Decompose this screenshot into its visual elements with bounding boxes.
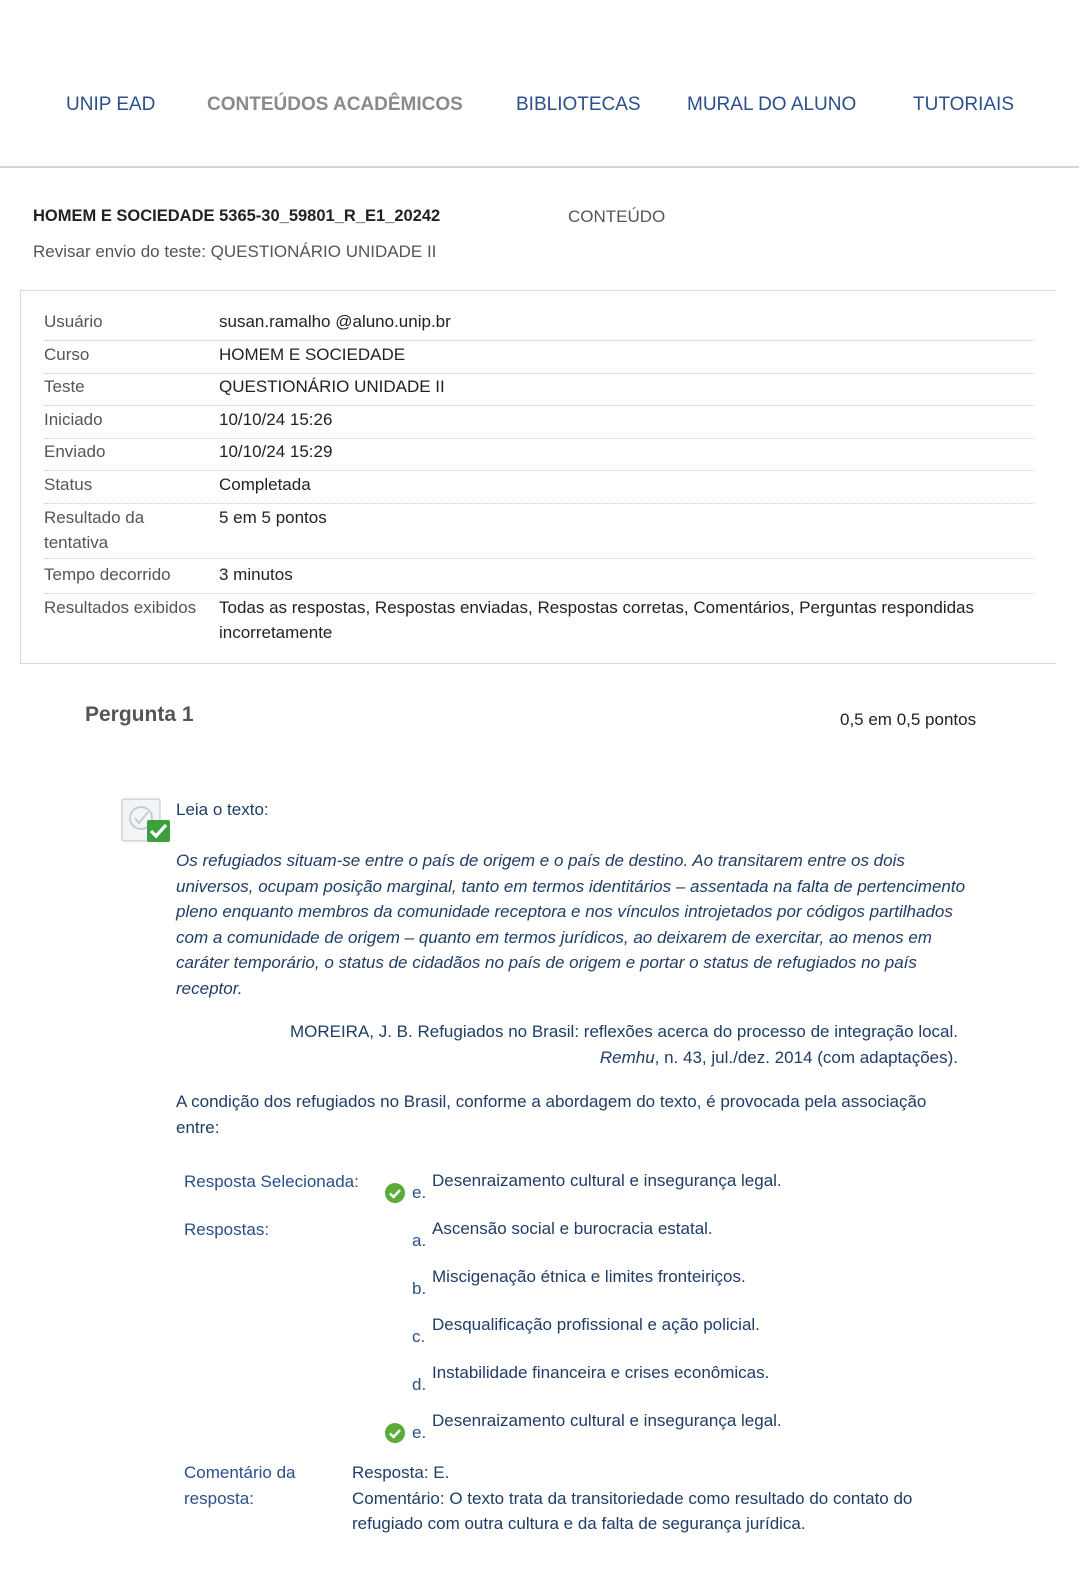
- detail-row-iniciado: [44, 407, 1034, 439]
- detail-value: 5 em 5 pontos: [219, 508, 327, 527]
- detail-value: susan.ramalho @aluno.unip.br: [219, 312, 451, 331]
- answer-text: Instabilidade financeira e crises econômicas.: [432, 1363, 770, 1382]
- detail-label: Usuário: [44, 312, 103, 331]
- detail-value: 3 minutos: [219, 565, 293, 584]
- check-icon: [385, 1423, 405, 1443]
- detail-label: Tempo decorrido: [44, 565, 171, 584]
- detail-row-resultados-exibidos: [44, 595, 1034, 649]
- detail-row-status: [44, 472, 1034, 504]
- question-prompt: A condição dos refugiados no Brasil, conforme a abordagem do texto, é provocada pela associação entre:: [176, 1092, 927, 1137]
- page-title: Revisar envio do teste: QUESTIONÁRIO UNIDADE II: [33, 242, 437, 261]
- nav-unip-ead[interactable]: UNIP EAD: [66, 94, 156, 115]
- reference-details: , n. 43, jul./dez. 2014 (com adaptações).: [654, 1047, 958, 1067]
- nav-conteudos-academicos[interactable]: CONTEÚDOS ACADÊMICOS: [207, 94, 463, 115]
- answer-text: Desenraizamento cultural e insegurança legal.: [432, 1171, 782, 1190]
- course-breadcrumb[interactable]: HOMEM E SOCIEDADE 5365-30_59801_R_E1_20242: [33, 207, 441, 225]
- comment-label: Comentário da resposta:: [184, 1463, 296, 1508]
- answer-text: Desqualificação profissional e ação policial.: [432, 1315, 760, 1334]
- question-reference: [176, 1019, 958, 1070]
- selected-answer-label: Resposta Selecionada:: [184, 1172, 359, 1191]
- answer-letter: e.: [412, 1183, 427, 1202]
- detail-row-curso: [44, 342, 1034, 374]
- reference-line-2: [176, 1045, 958, 1071]
- detail-value: Completada: [219, 475, 311, 494]
- detail-label: Teste: [44, 377, 85, 396]
- answer-text: Desenraizamento cultural e insegurança legal.: [432, 1411, 782, 1430]
- nav-bibliotecas[interactable]: BIBLIOTECAS: [516, 94, 641, 115]
- detail-value: 10/10/24 15:29: [219, 442, 333, 461]
- comment-text: Comentário: O texto trata da transitoriedade como resultado do contato do refugiado com outra cultura e da falta de segurança jurídica.: [352, 1488, 913, 1533]
- detail-label: Curso: [44, 345, 90, 364]
- content-breadcrumb[interactable]: CONTEÚDO: [568, 207, 666, 226]
- answer-letter: d.: [412, 1375, 427, 1394]
- question-quote: Os refugiados situam-se entre o país de origem e o país de destino. Ao transitarem entre os dois universos, ocupam posição marginal, tanto em termos identitários – assentada na falta de pertencimento pleno enquanto membros da comunidade receptora e nos vínculos introjetados por códigos partilhados com a comunidade de origem – quanto em termos jurídicos, ao deixarem de exercitar, ao menos em caráter temporário, o status de cidadãos no país de origem e portar o status de refugiados no país receptor.: [176, 851, 966, 998]
- detail-label: Status: [44, 475, 93, 494]
- answer-text: Ascensão social e burocracia estatal.: [432, 1219, 713, 1238]
- comment-answer: Resposta: E.: [352, 1463, 450, 1482]
- answer-letter: b.: [412, 1279, 427, 1298]
- correct-answer-icon: [121, 796, 171, 846]
- detail-label: Enviado: [44, 442, 106, 461]
- nav-tutoriais[interactable]: TUTORIAIS: [913, 94, 1014, 115]
- question-intro: Leia o texto:: [176, 800, 269, 819]
- detail-row-enviado: [44, 439, 1034, 471]
- answer-text: Miscigenação étnica e limites fronteiriços.: [432, 1267, 746, 1286]
- detail-label: Resultado da tentativa: [44, 508, 145, 552]
- reference-journal: Remhu: [599, 1047, 655, 1067]
- detail-value: HOMEM E SOCIEDADE: [219, 345, 406, 364]
- check-icon: [385, 1183, 405, 1203]
- question-title: Pergunta 1: [85, 703, 194, 726]
- detail-row-usuario: [44, 309, 1034, 341]
- detail-row-tempo: [44, 562, 1034, 594]
- detail-row-teste: [44, 374, 1034, 406]
- answer-letter: c.: [412, 1327, 426, 1346]
- comment-value: [352, 1460, 932, 1537]
- detail-value: Todas as respostas, Respostas enviadas, Respostas corretas, Comentários, Perguntas respondidas incorretamente: [219, 598, 975, 642]
- detail-value: 10/10/24 15:26: [219, 410, 333, 429]
- detail-row-resultado: [44, 505, 1034, 559]
- detail-value: QUESTIONÁRIO UNIDADE II: [219, 377, 445, 396]
- detail-label: Resultados exibidos: [44, 598, 197, 617]
- question-points: 0,5 em 0,5 pontos: [840, 710, 977, 729]
- attempt-details: [20, 290, 1056, 664]
- detail-label: Iniciado: [44, 410, 103, 429]
- reference-line-1: MOREIRA, J. B. Refugiados no Brasil: reflexões acerca do processo de integração local.: [289, 1022, 958, 1041]
- top-navigation: [0, 0, 1079, 168]
- answers-label: Respostas:: [184, 1220, 270, 1239]
- nav-mural-do-aluno[interactable]: MURAL DO ALUNO: [687, 94, 857, 115]
- answer-letter: e.: [412, 1423, 427, 1442]
- answer-letter: a.: [412, 1231, 427, 1250]
